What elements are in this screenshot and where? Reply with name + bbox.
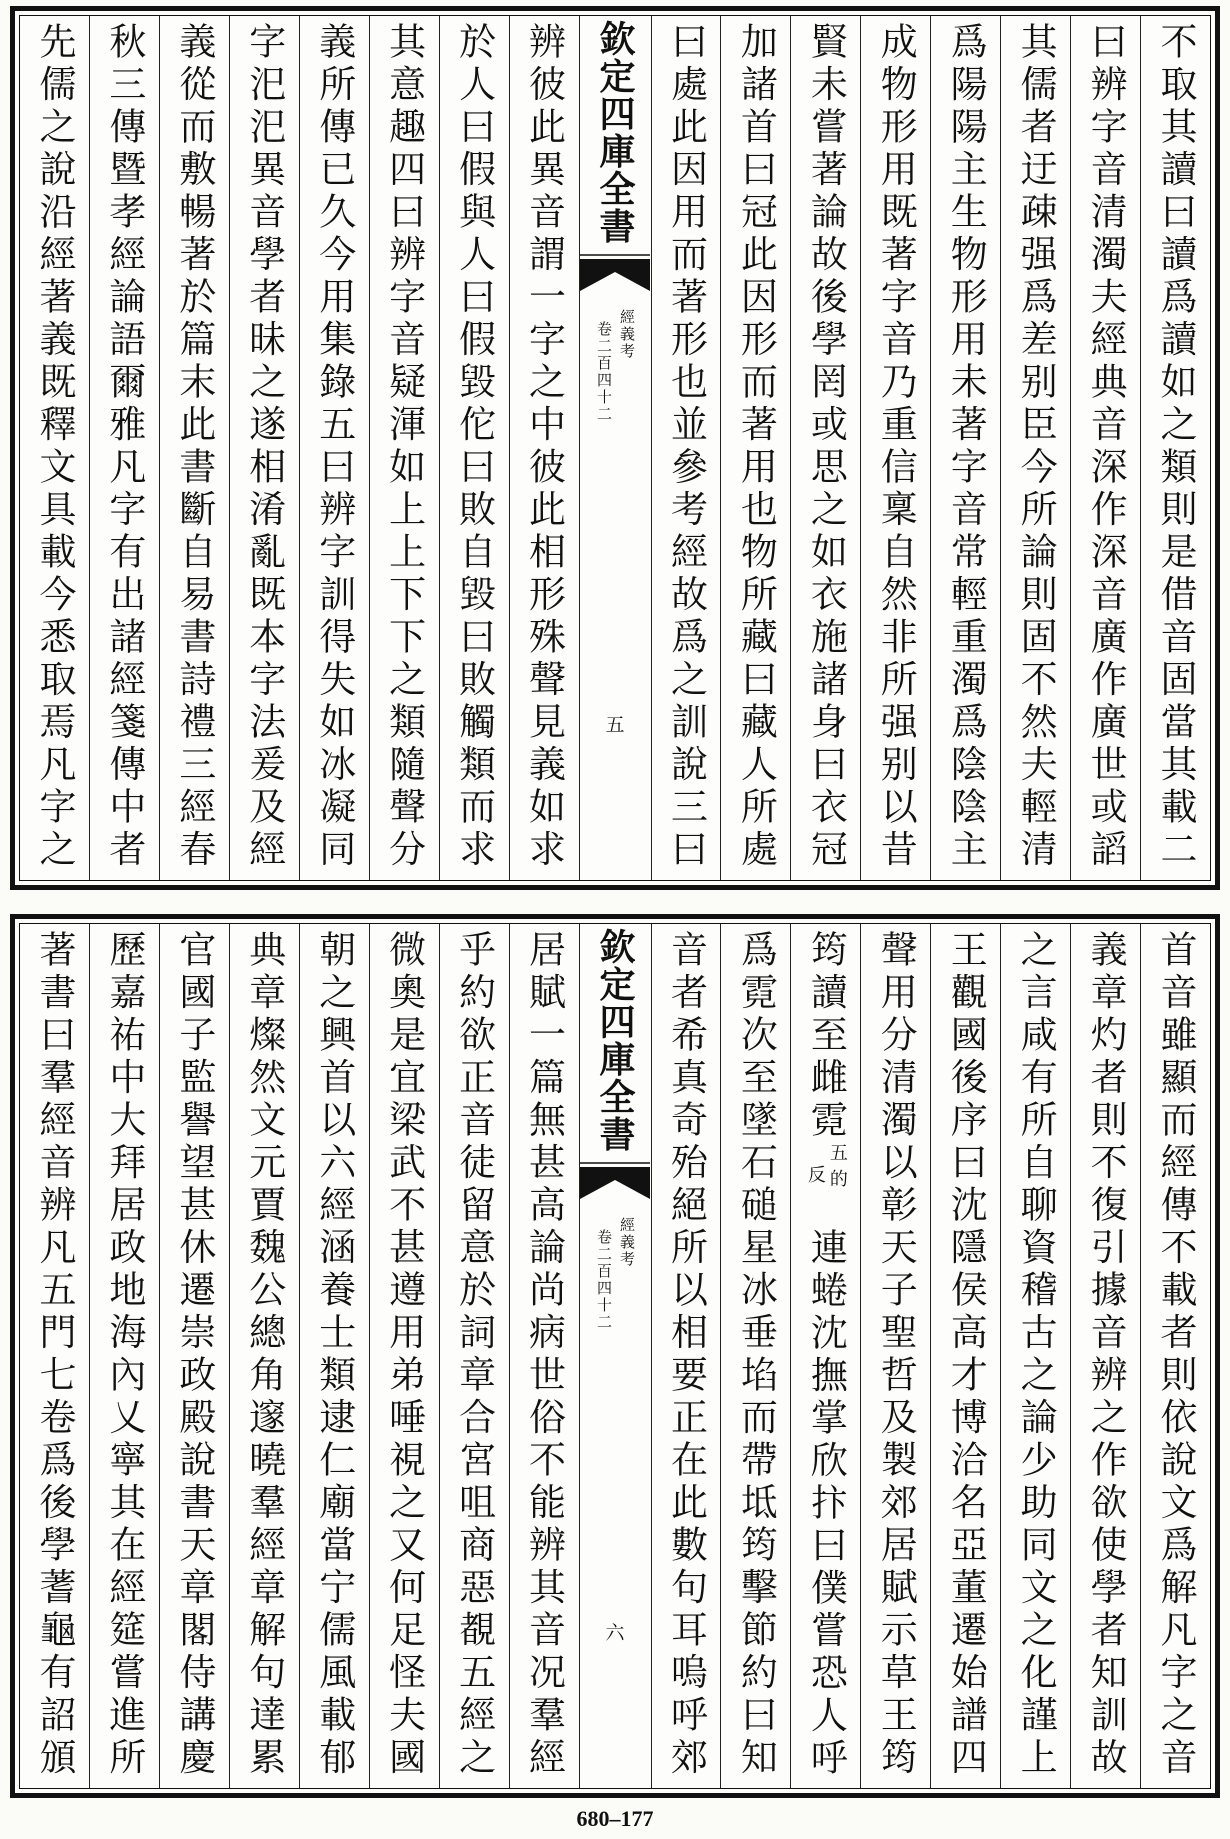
column-text: 連蜷沈撫掌欣抃曰僕嘗恐人呼	[804, 1227, 848, 1780]
text-column	[230, 924, 300, 1788]
text-column	[440, 924, 510, 1788]
interlinear-note	[806, 1143, 846, 1228]
text-column	[652, 924, 722, 1788]
volume-number: 卷二百四十二	[595, 1229, 613, 1331]
text-column	[510, 16, 580, 880]
column-text: 曰辨字音清濁夫經典音深作深音廣作廣世或謟	[1084, 22, 1128, 872]
text-column	[1071, 924, 1141, 1788]
text-column	[931, 16, 1001, 880]
column-text: 先儒之說沿經著義既釋文具載今悉取焉凡字之	[32, 22, 76, 872]
text-column	[1001, 16, 1071, 880]
column-text: 其意趣四曰辨字音疑渾如上上下下之類隨聲分	[382, 22, 426, 872]
column-text: 首音雖顯而經傳不載者則依說文爲解凡字之音	[1154, 930, 1198, 1780]
column-text: 義章灼者則不復引據音辨之作欲使學者知訓故	[1084, 930, 1128, 1780]
column-text: 著書曰羣經音辨凡五門七卷爲後學蓍龜有詔頒	[32, 930, 76, 1780]
text-column	[90, 924, 160, 1788]
leaf-number: 六	[605, 1622, 625, 1644]
text-column	[370, 16, 440, 880]
column-text: 義從而敷暢著於篇末此書斷自易書詩禮三經春	[172, 22, 216, 872]
fold-title: 欽定四庫全書	[594, 20, 636, 245]
volume-number: 卷二百四十二	[595, 321, 613, 423]
note-line: 反	[804, 1164, 826, 1191]
text-column	[652, 16, 722, 880]
column-text: 乎約欲正音徒留意於詞章合宮咀商惡覩五經之	[452, 930, 496, 1780]
fold-meta	[596, 1217, 634, 1331]
column-text: 秋三傳暨孝經論語爾雅凡字有出諸經箋傳中者	[102, 22, 146, 872]
column-text: 辨彼此異音謂一字之中彼此相形殊聲見義如求	[522, 22, 566, 872]
text-column	[721, 16, 791, 880]
text-column	[721, 924, 791, 1788]
column-text: 爲霓次至墜石磓星冰垂埳而帶坻筠擊節約曰知	[734, 930, 778, 1780]
fold-meta	[596, 309, 634, 423]
fishtail-mark	[580, 1161, 650, 1203]
fold-title: 欽定四庫全書	[594, 928, 636, 1153]
fishtail-mark	[580, 253, 650, 295]
column-text: 典章燦然文元賈魏公總角邃曉羣經章解句達累	[242, 930, 286, 1780]
text-column	[1001, 924, 1071, 1788]
text-column	[440, 16, 510, 880]
top-half-page	[10, 6, 1220, 890]
column-text: 義所傳已久今用集錄五曰辨字訓得失如冰凝同	[312, 22, 356, 872]
text-column	[300, 924, 370, 1788]
text-column	[20, 924, 90, 1788]
column-text: 筠讀至雌霓	[804, 930, 848, 1143]
column-text: 曰處此因用而著形也並參考經故爲之訓說三曰	[664, 22, 708, 872]
text-frame	[19, 15, 1211, 881]
book-title: 經義考	[618, 1217, 636, 1268]
column-text: 歷嘉祐中大拜居政地海內乂寧其在經筵嘗進所	[102, 930, 146, 1780]
column-text: 聲用分清濁以彰天子聖哲及製郊居賦示草王筠	[874, 930, 918, 1780]
text-column	[861, 16, 931, 880]
column-text: 成物形用既著字音乃重信稟自然非所强别以昔	[874, 22, 918, 872]
bottom-half-page	[10, 914, 1220, 1798]
text-column	[791, 16, 861, 880]
column-text: 不取其讀曰讀爲讀如之類則是借音固當其載二	[1154, 22, 1198, 872]
leaf-number: 五	[605, 714, 625, 736]
column-text: 字汜汜異音學者昧之遂相淆亂既本字法爰及經	[242, 22, 286, 872]
text-column-with-note	[791, 924, 861, 1788]
text-column	[1071, 16, 1141, 880]
text-column	[160, 924, 230, 1788]
text-column	[1141, 924, 1210, 1788]
text-column	[230, 16, 300, 880]
column-text: 居賦一篇無甚高論尚病世俗不能辨其音况羣經	[522, 930, 566, 1780]
text-frame	[19, 923, 1211, 1789]
text-column	[931, 924, 1001, 1788]
text-column	[160, 16, 230, 880]
text-column	[861, 924, 931, 1788]
fold-column	[580, 924, 652, 1788]
book-title: 經義考	[618, 309, 636, 360]
fold-column	[580, 16, 652, 880]
page-code: 680–177	[576, 1806, 654, 1831]
column-text: 賢未嘗著論故後學罔或思之如衣施諸身曰衣冠	[804, 22, 848, 872]
column-text: 之言咸有所自聊資稽古之論少助同文之化謹上	[1014, 930, 1058, 1780]
text-column	[90, 16, 160, 880]
column-text: 微奧是宜梁武不甚遵用弟唾視之又何足怪夫國	[382, 930, 426, 1780]
column-text: 音者希真奇殆絕所以相要正在此數句耳嗚呼郊	[664, 930, 708, 1780]
column-text: 朝之興首以六經涵養士類逮仁廟當宁儒風載郁	[312, 930, 356, 1780]
column-text: 官國子監譽望甚休遷崇政殿說書天章閣侍講慶	[172, 930, 216, 1780]
text-column	[510, 924, 580, 1788]
text-column	[300, 16, 370, 880]
column-text: 王觀國後序曰沈隱侯高才博洽名亞董遷始譜四	[944, 930, 988, 1780]
column-text: 於人曰假與人曰假毀佗曰敗自毀曰敗觸類而求	[452, 22, 496, 872]
column-text: 爲陽陽主生物形用未著字音常輕重濁爲陰陰主	[944, 22, 988, 872]
text-column	[1141, 16, 1210, 880]
text-column	[20, 16, 90, 880]
column-text: 其儒者迂疎强爲差别臣今所論則固不然夫輕清	[1014, 22, 1058, 872]
text-column	[370, 924, 440, 1788]
note-line: 五的	[826, 1142, 848, 1195]
column-text: 加諸首曰冠此因形而著用也物所藏曰藏人所處	[734, 22, 778, 872]
